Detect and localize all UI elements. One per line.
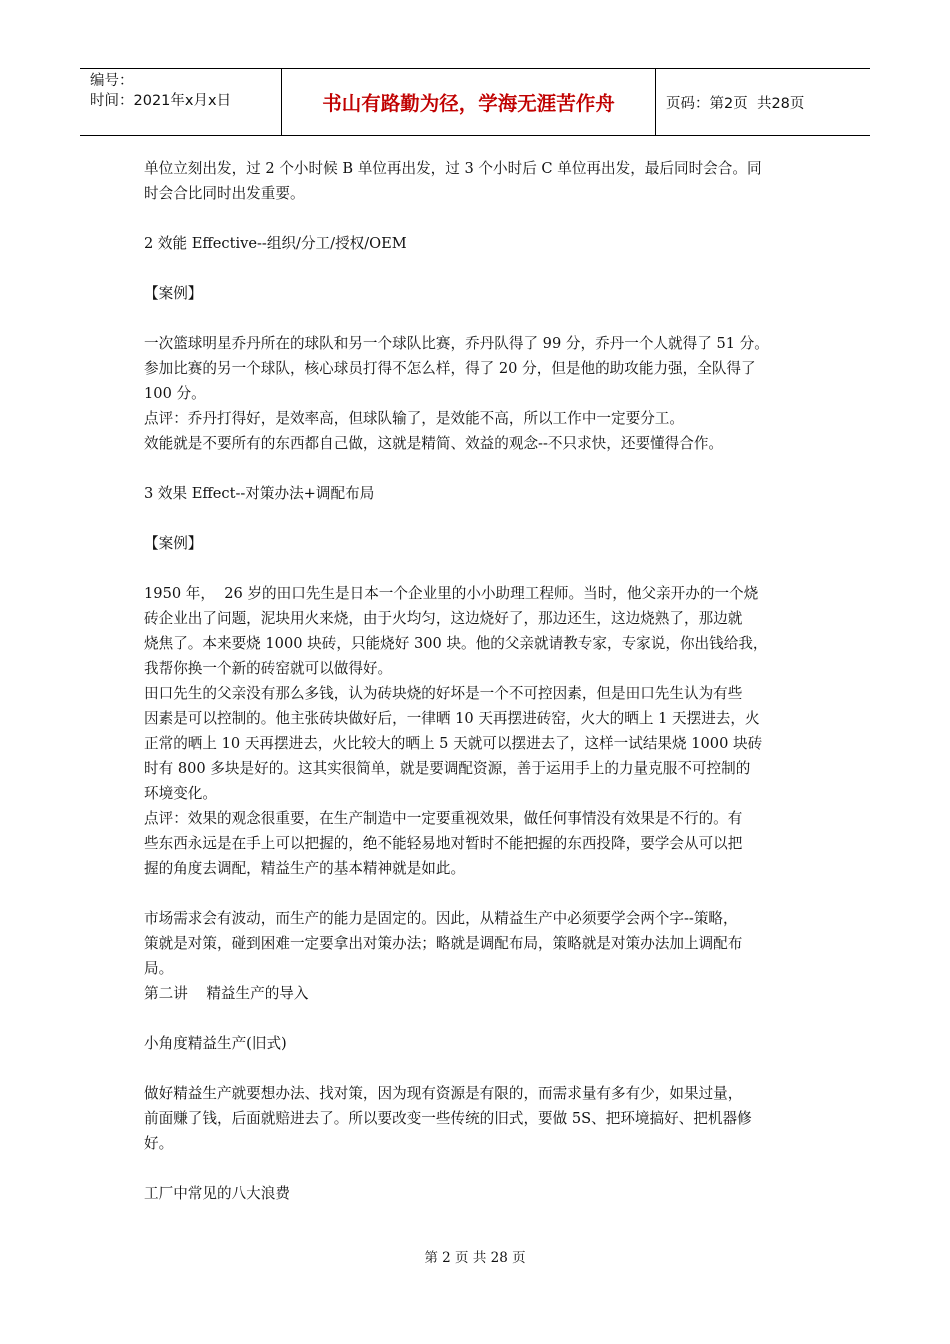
header-motto: 书山有路勤为径，学海无涯苦作舟 xyxy=(282,69,656,135)
text-line: 1950 年， 26 岁的田口先生是日本一个企业里的小小助理工程师。当时，他父亲开办的一个烧 xyxy=(144,585,759,602)
text-line: 工厂中常见的八大浪费 xyxy=(144,1185,290,1202)
text-line: 策就是对策，碰到困难一定要拿出对策办法；略就是调配布局，策略就是对策办法加上调配布 xyxy=(144,935,743,952)
blank-line xyxy=(144,456,812,481)
text-line: 点评：乔丹打得好，是效率高，但球队输了，是效能不高，所以工作中一定要分工。 xyxy=(144,410,684,427)
blank-line xyxy=(144,256,812,281)
blank-line xyxy=(144,1156,812,1181)
text-line: 3 效果 Effect--对策办法+调配布局 xyxy=(144,485,375,502)
text-line: 烧焦了。本来要烧 1000 块砖，只能烧好 300 块。他的父亲就请教专家，专家说，你出钱给我， xyxy=(144,635,768,652)
blank-line xyxy=(144,1056,812,1081)
text-line: 参加比赛的另一个球队，核心球员打得不怎么样，得了 20 分，但是他的助攻能力强，全队得了 xyxy=(144,360,756,377)
text-line: 环境变化。 xyxy=(144,785,217,802)
text-line: 第二讲 精益生产的导入 xyxy=(144,985,309,1002)
text-line: 前面赚了钱，后面就赔进去了。所以要改变一些传统的旧式，要做 5S、把环境搞好、把机器修 xyxy=(144,1110,752,1127)
blank-line xyxy=(144,881,812,906)
text-line: 小角度精益生产(旧式) xyxy=(144,1035,287,1052)
text-line: 我帮你换一个新的砖窑就可以做得好。 xyxy=(144,660,393,677)
text-line: 局。 xyxy=(144,960,174,977)
text-line: 点评：效果的观念很重要，在生产制造中一定要重视效果，做任何事情没有效果是不行的。有 xyxy=(144,810,743,827)
header-page-info: 页码：第2页 共28页 xyxy=(666,95,805,112)
text-line: 田口先生的父亲没有那么多钱，认为砖块烧的好坏是一个不可控因素，但是田口先生认为有些 xyxy=(144,685,743,702)
blank-line xyxy=(144,1006,812,1031)
document-body xyxy=(144,156,812,1206)
blank-line xyxy=(144,206,812,231)
page-footer: 第 2 页 共 28 页 xyxy=(424,1250,526,1266)
text-line: 100 分。 xyxy=(144,385,206,402)
text-line: 好。 xyxy=(144,1135,174,1152)
text-line: 2 效能 Effective--组织/分工/授权/OEM xyxy=(144,235,407,252)
text-line: 砖企业出了问题，泥块用火来烧，由于火均匀，这边烧好了，那边还生，这边烧熟了，那边就 xyxy=(144,610,743,627)
page-header xyxy=(80,68,870,136)
text-line: 时有 800 多块是好的。这其实很简单，就是要调配资源，善于运用手上的力量克服不可控制的 xyxy=(144,760,751,777)
text-line: 些东西永远是在手上可以把握的，绝不能轻易地对暂时不能把握的东西投降，要学会从可以把 xyxy=(144,835,743,852)
blank-line xyxy=(144,556,812,581)
text-line: 因素是可以控制的。他主张砖块做好后，一律晒 10 天再摆进砖窑，火大的晒上 1 天摆进去，火 xyxy=(144,710,760,727)
time-label: 时间：2021年x月x日 xyxy=(90,93,232,109)
text-line: 一次篮球明星乔丹所在的球队和另一个球队比赛，乔丹队得了 99 分，乔丹一个人就得了 51 分。 xyxy=(144,335,769,352)
header-meta xyxy=(80,69,282,135)
text-line: 市场需求会有波动，而生产的能力是固定的。因此，从精益生产中必须要学会两个字--策略， xyxy=(144,910,738,927)
text-line: 单位立刻出发，过 2 个小时候 B 单位再出发，过 3 个小时后 C 单位再出发，最后同时会合。同 xyxy=(144,160,762,177)
text-line: 效能就是不要所有的东西都自己做，这就是精简、效益的观念--不只求快，还要懂得合作。 xyxy=(144,435,724,452)
text-line: 【案例】 xyxy=(144,285,203,302)
number-label: 编号： xyxy=(90,73,134,89)
blank-line xyxy=(144,506,812,531)
text-line: 正常的晒上 10 天再摆进去，火比较大的晒上 5 天就可以摆进去了，这样一试结果烧 1000 块砖 xyxy=(144,735,763,752)
text-line: 握的角度去调配，精益生产的基本精神就是如此。 xyxy=(144,860,466,877)
text-line: 时会合比同时出发重要。 xyxy=(144,185,305,202)
blank-line xyxy=(144,306,812,331)
text-line: 做好精益生产就要想办法、找对策，因为现有资源是有限的，而需求量有多有少，如果过量， xyxy=(144,1085,743,1102)
text-line: 【案例】 xyxy=(144,535,203,552)
